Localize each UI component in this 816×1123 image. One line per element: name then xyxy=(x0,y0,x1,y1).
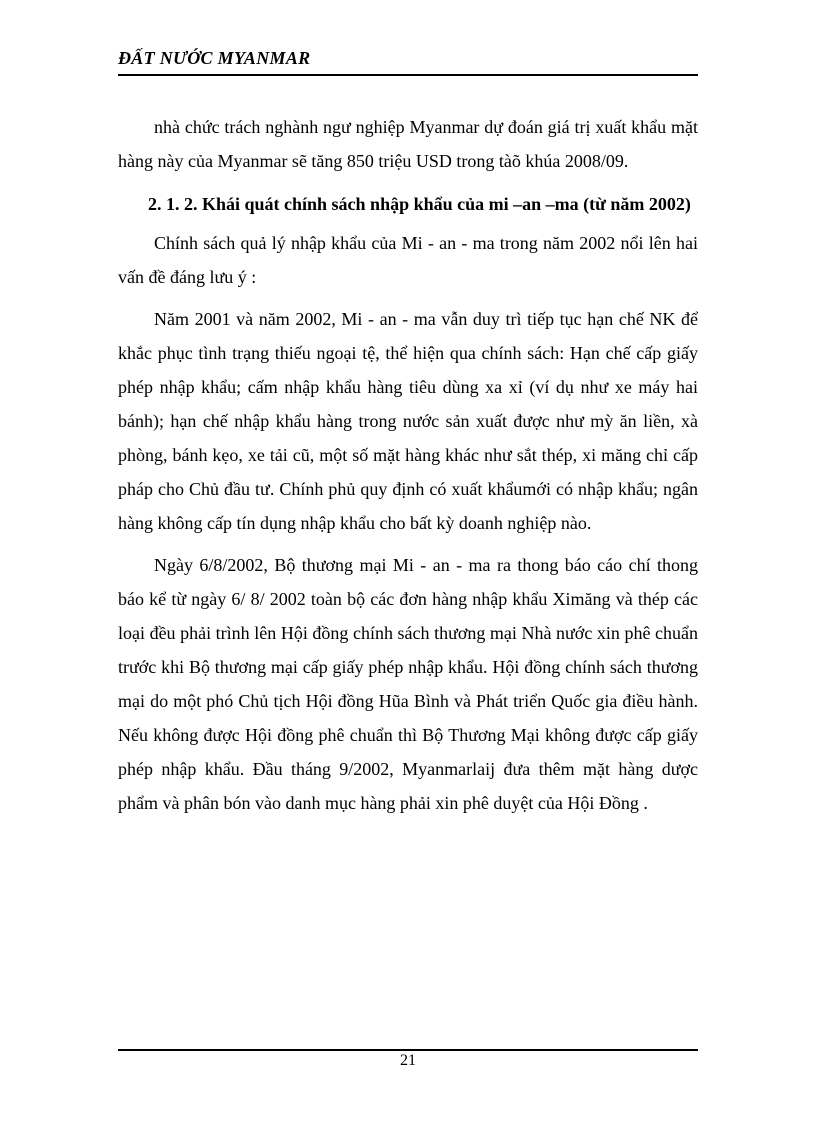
header-divider xyxy=(118,74,698,76)
page-number: 21 xyxy=(400,1052,416,1069)
page-header-title: ĐẤT NƯỚC MYANMAR xyxy=(118,48,311,68)
paragraph-import-policy-intro: Chính sách quả lý nhập khẩu của Mi - an - ma trong năm 2002 nổi lên hai vấn đề đáng lưu ý : xyxy=(118,233,698,287)
footer-divider xyxy=(118,1049,698,1051)
document-body xyxy=(118,110,698,828)
paragraph-intro: nhà chức trách nghành ngư nghiệp Myanmar dự đoán giá trị xuất khẩu mặt hàng này của Myanmar sẽ tăng 850 triệu USD trong tàõ khúa 2008/09. xyxy=(118,117,698,171)
paragraph-import-restrictions: Năm 2001 và năm 2002, Mi - an - ma vẫn duy trì tiếp tục hạn chế NK để khắc phục tình trạng thiếu ngoại tệ, thể hiện qua chính sách: Hạn chế cấp giấy phép nhập khẩu; cấm nhập khẩu hàng tiêu dùng xa xỉ (ví dụ như xe máy hai bánh); hạn chế nhập khẩu hàng trong nước sản xuất được như mỳ ăn liền, xà phòng, bánh kẹo, xe tải cũ, một số mặt hàng khác như sắt thép, xi măng chỉ cấp pháp cho Chủ đầu tư. Chính phủ quy định có xuất khẩumới có nhập khẩu; ngân hàng không cấp tín dụng nhập khẩu cho bất kỳ doanh nghiệp nào. xyxy=(118,309,698,533)
paragraph-trade-council: Ngày 6/8/2002, Bộ thương mại Mi - an - ma ra thong báo cáo chí thong báo kể từ ngày 6/ 8/ 2002 toàn bộ các đơn hàng nhập khẩu Ximăng và thép các loại đều phải trình lên Hội đồng chính sách thương mại Nhà nước xin phê chuẩn trước khi Bộ thương mại cấp giấy phép nhập khẩu. Hội đồng chính sách thương mại do một phó Chủ tịch Hội đồng Hũa Bình và Phát triển Quốc gia điều hành. Nếu không được Hội đồng phê chuẩn thì Bộ Thương Mại không được cấp giấy phép nhập khẩu. Đầu tháng 9/2002, Myanmarlaij đưa thêm mặt hàng dược phẩm và phân bón vào danh mục hàng phải xin phê duyệt của Hội Đồng . xyxy=(118,555,698,813)
section-heading: 2. 1. 2. Khái quát chính sách nhập khẩu của mi –an –ma (từ năm 2002) xyxy=(148,194,691,214)
